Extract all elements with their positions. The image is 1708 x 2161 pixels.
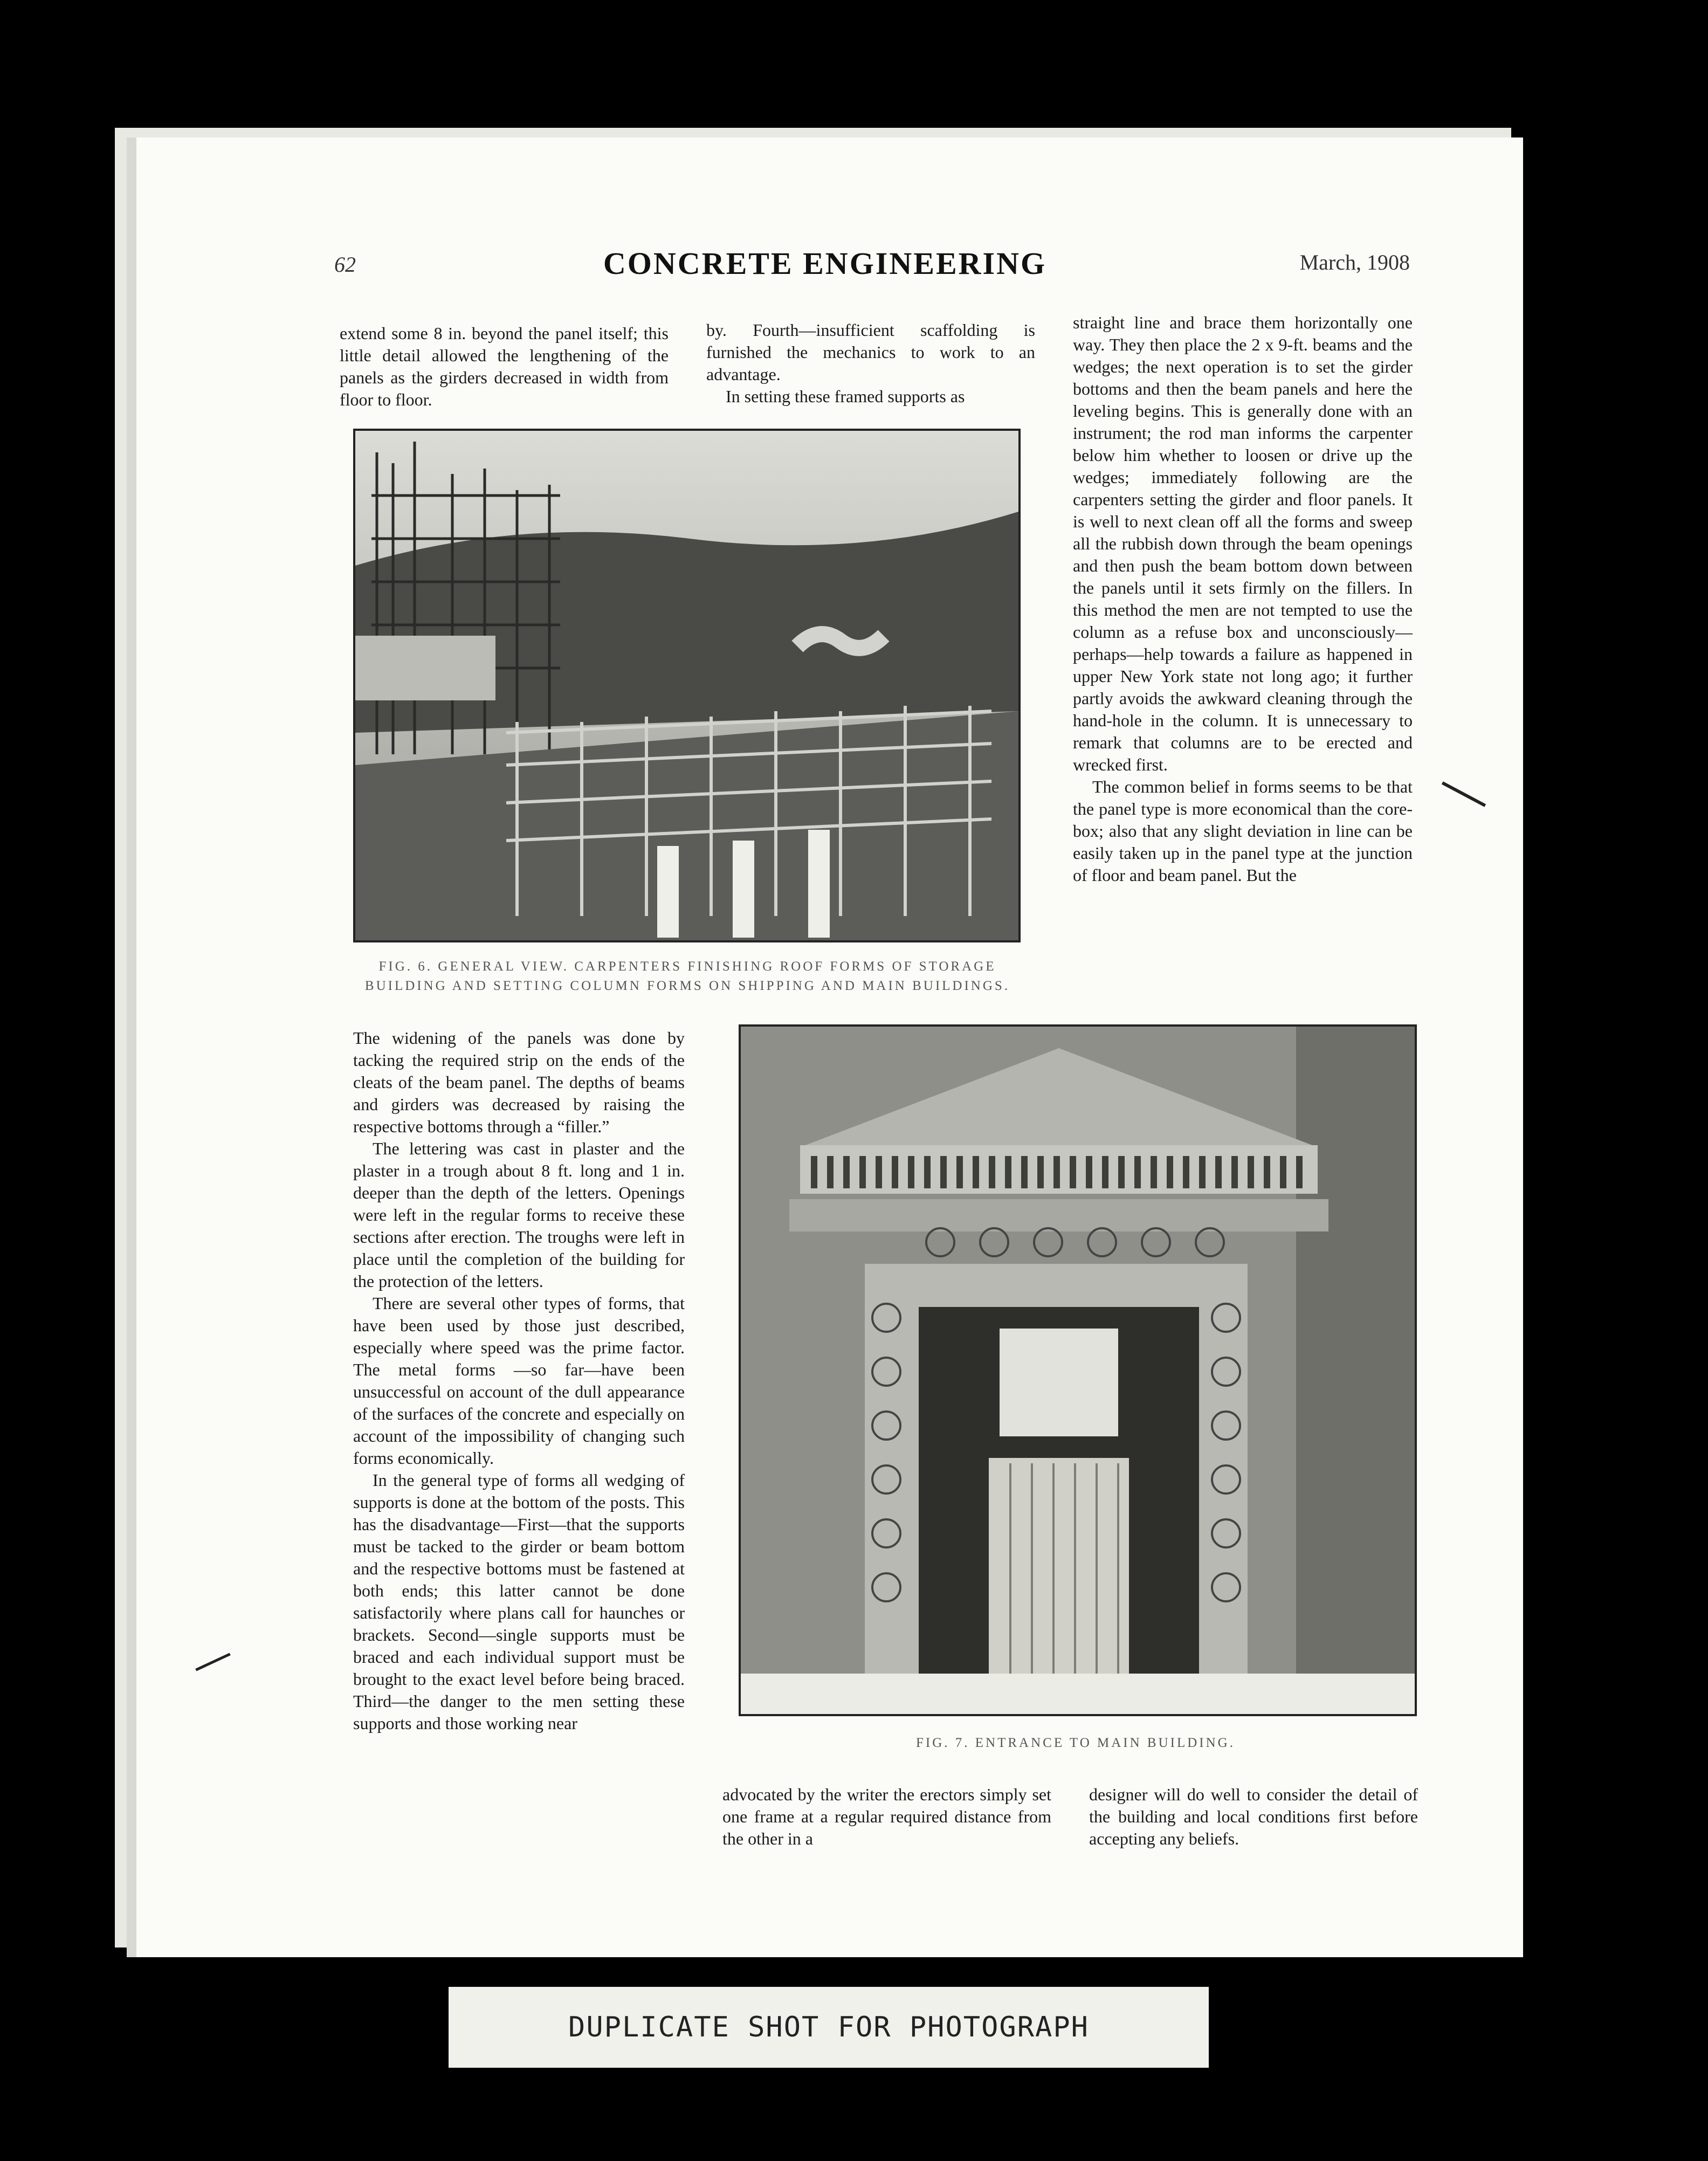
column-top-middle [706, 319, 1035, 408]
paragraph: straight line and brace them horizontally one way. They then place the 2 x 9-ft. beams and the wedges; the next operation is to set the girder bottoms and then the beam panels and here the leveling begins. This is generally done with an instrument; the rod man informs the carpenter below him whether to loosen or drive up the wedges; immediately following are the carpenters setting the girder and floor panels. It is well to next clean off all the forms and sweep all the rubbish down through the beam openings and then push the beam bottom down between the panels until it sets firmly on the fillers. In this method the men are not tempted to use the column as a refuse box and unconsciously—perhaps—help towards a failure as happened in upper New York state not long ago; it further partly avoids the awkward cleaning through the hand-hole in the column. It is unnecessary to remark that columns are to be erected and wrecked first. [1073, 313, 1413, 774]
page-edge [127, 137, 136, 1957]
issue-date: March, 1908 [1299, 250, 1410, 274]
paragraph: designer will do well to consider the detail of the building and local conditions first before accepting any beliefs. [1089, 1785, 1418, 1848]
slate-label-text: DUPLICATE SHOT FOR PHOTOGRAPH [568, 2011, 1089, 2043]
page-header [127, 245, 1523, 288]
paragraph: The widening of the panels was done by tacking the required strip on the ends of the cleats of the beam panel. The depths of beams and girders was decreased by raising the respective bottoms through a “filler.” [353, 1028, 685, 1136]
column-top-left [340, 322, 669, 411]
page-number: 62 [334, 252, 356, 277]
figure-7-photo [739, 1024, 1417, 1716]
building-entrance-image [741, 1027, 1415, 1714]
paragraph: by. Fourth—insufficient scaffolding is furnished the mechanics to work to an advantage. [706, 320, 1035, 384]
column-right [1073, 312, 1413, 886]
paragraph: extend some 8 in. beyond the panel itself; this little detail allowed the lengthening of the panels as the girders decreased in width from floor to floor. [340, 324, 669, 409]
paragraph: In the general type of forms all wedging of supports is done at the bottom of the posts. This has the disadvantage—First—that the supports must be tacked to the girder or beam bottom and the respective bottoms must be fastened at both ends; this latter cannot be done satisfactorily where plans call for haunches or brackets. Second—single supports must be braced and each individual support must be brought to the exact level before being braced. Third—the danger to the men setting these supports and those working near [353, 1470, 685, 1733]
paragraph: The common belief in forms seems to be that the panel type is more economical than the core-box; also that any slight deviation in line can be easily taken up in the panel type at the junction of floor and beam panel. But the [1073, 777, 1413, 885]
paragraph: There are several other types of forms, that have been used by those just described, especially where speed was the prime factor. The metal forms —so far—have been unsuccessful on account of the dull appearance of the surfaces of the concrete and especially on account of the impossibility of changing such forms economically. [353, 1293, 685, 1468]
column-bottom-right [1089, 1784, 1418, 1850]
construction-site-image [355, 431, 1018, 940]
paragraph: The lettering was cast in plaster and the plaster in a trough about 8 ft. long and 1 in. deeper than the depth of the letters. Openings were left in the regular forms to receive these sections after erection. The troughs were left in place until the completion of the building for the protection of the letters. [353, 1139, 685, 1291]
paragraph: In setting these framed supports as [726, 387, 965, 406]
slate-label [449, 1987, 1209, 2068]
figure-7-caption: FIG. 7. ENTRANCE TO MAIN BUILDING. [915, 1736, 1235, 1750]
magazine-page [127, 137, 1523, 1957]
column-lower-left [353, 1027, 685, 1735]
figure-6-caption: FIG. 6. GENERAL VIEW. CARPENTERS FINISHING ROOF FORMS OF STORAGE BUILDING AND SETTING COLUMN FORMS ON SHIPPING AND MAIN BUILDINGS. [364, 959, 1010, 993]
journal-title: CONCRETE ENGINEERING [603, 246, 1047, 281]
column-bottom-middle [722, 1784, 1051, 1850]
paragraph: advocated by the writer the erectors simply set one frame at a regular required distance from the other in a [722, 1785, 1051, 1848]
figure-6-photo [353, 429, 1021, 942]
